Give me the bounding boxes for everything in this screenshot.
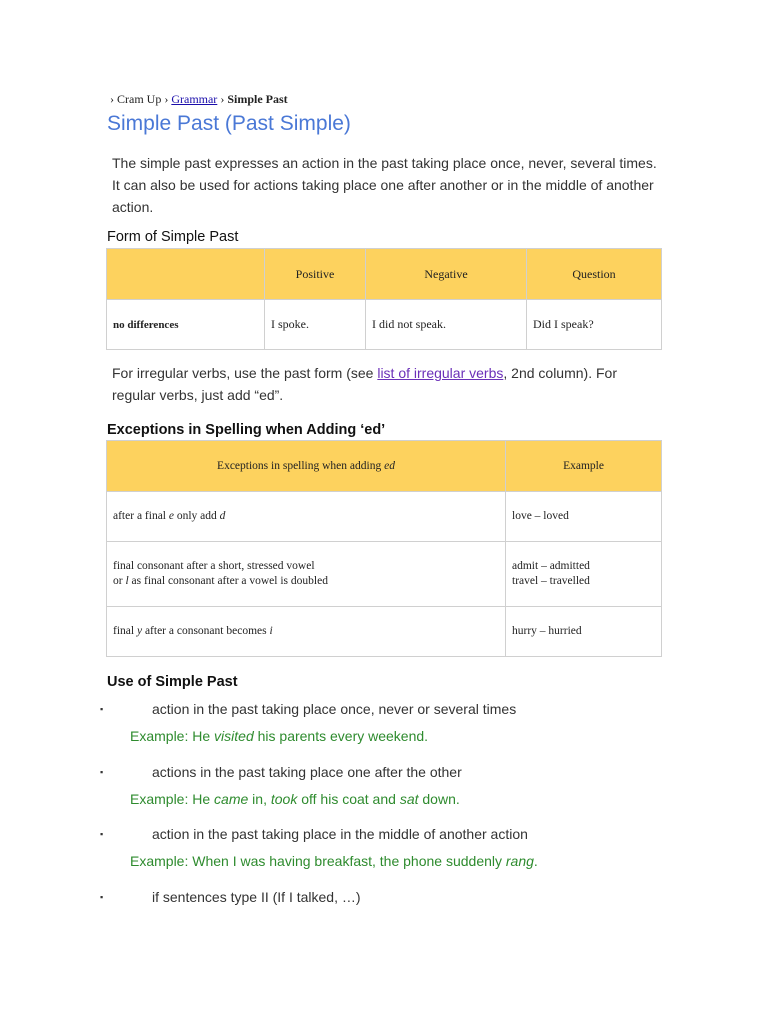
- rule-text: final: [113, 625, 137, 637]
- form-header-question: Question: [527, 249, 662, 300]
- rule-text: after a final: [113, 510, 169, 522]
- spelling-row: [107, 542, 662, 607]
- breadcrumb-separator: ›: [110, 92, 114, 106]
- irregular-verbs-note: [112, 362, 662, 406]
- example-verb: sat: [399, 791, 419, 807]
- page-title: Simple Past (Past Simple): [107, 112, 351, 135]
- example-verb: rang: [505, 853, 534, 869]
- bullet-icon: ▪: [100, 829, 104, 839]
- rule-letter: e: [168, 510, 174, 522]
- example-text: in,: [248, 791, 271, 807]
- irregular-verbs-link[interactable]: list of irregular verbs: [377, 365, 504, 381]
- example-verb: took: [270, 791, 298, 807]
- use-example: [130, 728, 428, 744]
- spelling-header-example: Example: [506, 441, 662, 492]
- spelling-row: [107, 607, 662, 657]
- form-cell-negative: I did not speak.: [366, 300, 527, 350]
- spelling-heading: Exceptions in Spelling when Adding ‘ed’: [107, 422, 386, 438]
- use-example: [130, 791, 460, 807]
- example-text: his parents every weekend.: [253, 728, 429, 744]
- rule-text: final consonant after a short, stressed vowel: [113, 560, 315, 572]
- example-verb: came: [214, 791, 249, 807]
- form-table: [106, 248, 662, 350]
- spelling-example-cell: [506, 492, 662, 542]
- example-text: Example: He: [130, 791, 215, 807]
- example-text: down.: [418, 791, 460, 807]
- spelling-example: love – loved: [512, 510, 569, 522]
- use-item-text: if sentences type II (If I talked, …): [152, 889, 361, 905]
- spelling-table-header-row: [107, 441, 662, 492]
- form-table-row: [107, 300, 662, 350]
- spelling-example-cell: [506, 542, 662, 607]
- spelling-example: hurry – hurried: [512, 625, 582, 637]
- form-cell-positive: I spoke.: [265, 300, 366, 350]
- spelling-header-rule-em: ed: [384, 460, 395, 472]
- use-item-text: actions in the past taking place one after the other: [152, 764, 462, 780]
- spelling-example-cell: [506, 607, 662, 657]
- spelling-header-rule-text: Exceptions in spelling when adding: [217, 460, 385, 472]
- spelling-example: admit – admitted: [512, 560, 590, 572]
- spelling-header-rule: [107, 441, 506, 492]
- form-table-header-row: [107, 249, 662, 300]
- form-header-empty: [107, 249, 265, 300]
- bullet-icon: ▪: [100, 892, 104, 902]
- rule-text: or: [113, 575, 126, 587]
- spelling-rule-cell: [107, 542, 506, 607]
- example-verb: visited: [214, 728, 254, 744]
- rule-text: after a consonant becomes: [142, 625, 270, 637]
- form-cell-question: Did I speak?: [527, 300, 662, 350]
- bullet-icon: ▪: [100, 767, 104, 777]
- use-item-text: action in the past taking place once, never or several times: [152, 701, 517, 717]
- spelling-table: [106, 440, 662, 657]
- breadcrumb-home: Cram Up: [117, 92, 162, 106]
- form-heading: Form of Simple Past: [107, 229, 239, 245]
- rule-text: as final consonant after a vowel is doubled: [128, 575, 328, 587]
- irregular-note-after: , 2nd column). For regular verbs, just add “ed”.: [112, 365, 617, 403]
- breadcrumb-separator: ›: [164, 92, 169, 106]
- spelling-row: [107, 492, 662, 542]
- example-text: Example: He: [130, 728, 215, 744]
- spelling-rule-cell: [107, 607, 506, 657]
- example-text: Example: When I was having breakfast, the phone suddenly: [130, 853, 506, 869]
- rule-letter: y: [136, 625, 143, 637]
- form-row-label: no differences: [107, 300, 265, 350]
- breadcrumb-current: Simple Past: [227, 92, 288, 106]
- breadcrumb-grammar-link[interactable]: Grammar: [171, 92, 218, 106]
- bullet-icon: ▪: [100, 704, 104, 714]
- breadcrumb: [110, 92, 288, 107]
- example-text: .: [533, 853, 538, 869]
- rule-text: only add: [173, 510, 220, 522]
- spelling-example: travel – travelled: [512, 575, 590, 587]
- rule-letter: i: [269, 625, 273, 637]
- form-header-positive: Positive: [265, 249, 366, 300]
- example-text: off his coat and: [297, 791, 400, 807]
- use-item-text: action in the past taking place in the middle of another action: [152, 826, 528, 842]
- use-heading: Use of Simple Past: [107, 674, 238, 690]
- intro-paragraph: The simple past expresses an action in the past taking place once, never, several times. It can also be used for actions taking place one after another or in the middle of another action.: [112, 155, 657, 215]
- breadcrumb-separator: ›: [220, 92, 225, 106]
- irregular-note-before: For irregular verbs, use the past form (see: [112, 365, 378, 381]
- rule-letter: d: [219, 510, 226, 522]
- spelling-rule-cell: [107, 492, 506, 542]
- form-header-negative: Negative: [366, 249, 527, 300]
- rule-letter: l: [125, 575, 129, 587]
- use-example: [130, 853, 538, 869]
